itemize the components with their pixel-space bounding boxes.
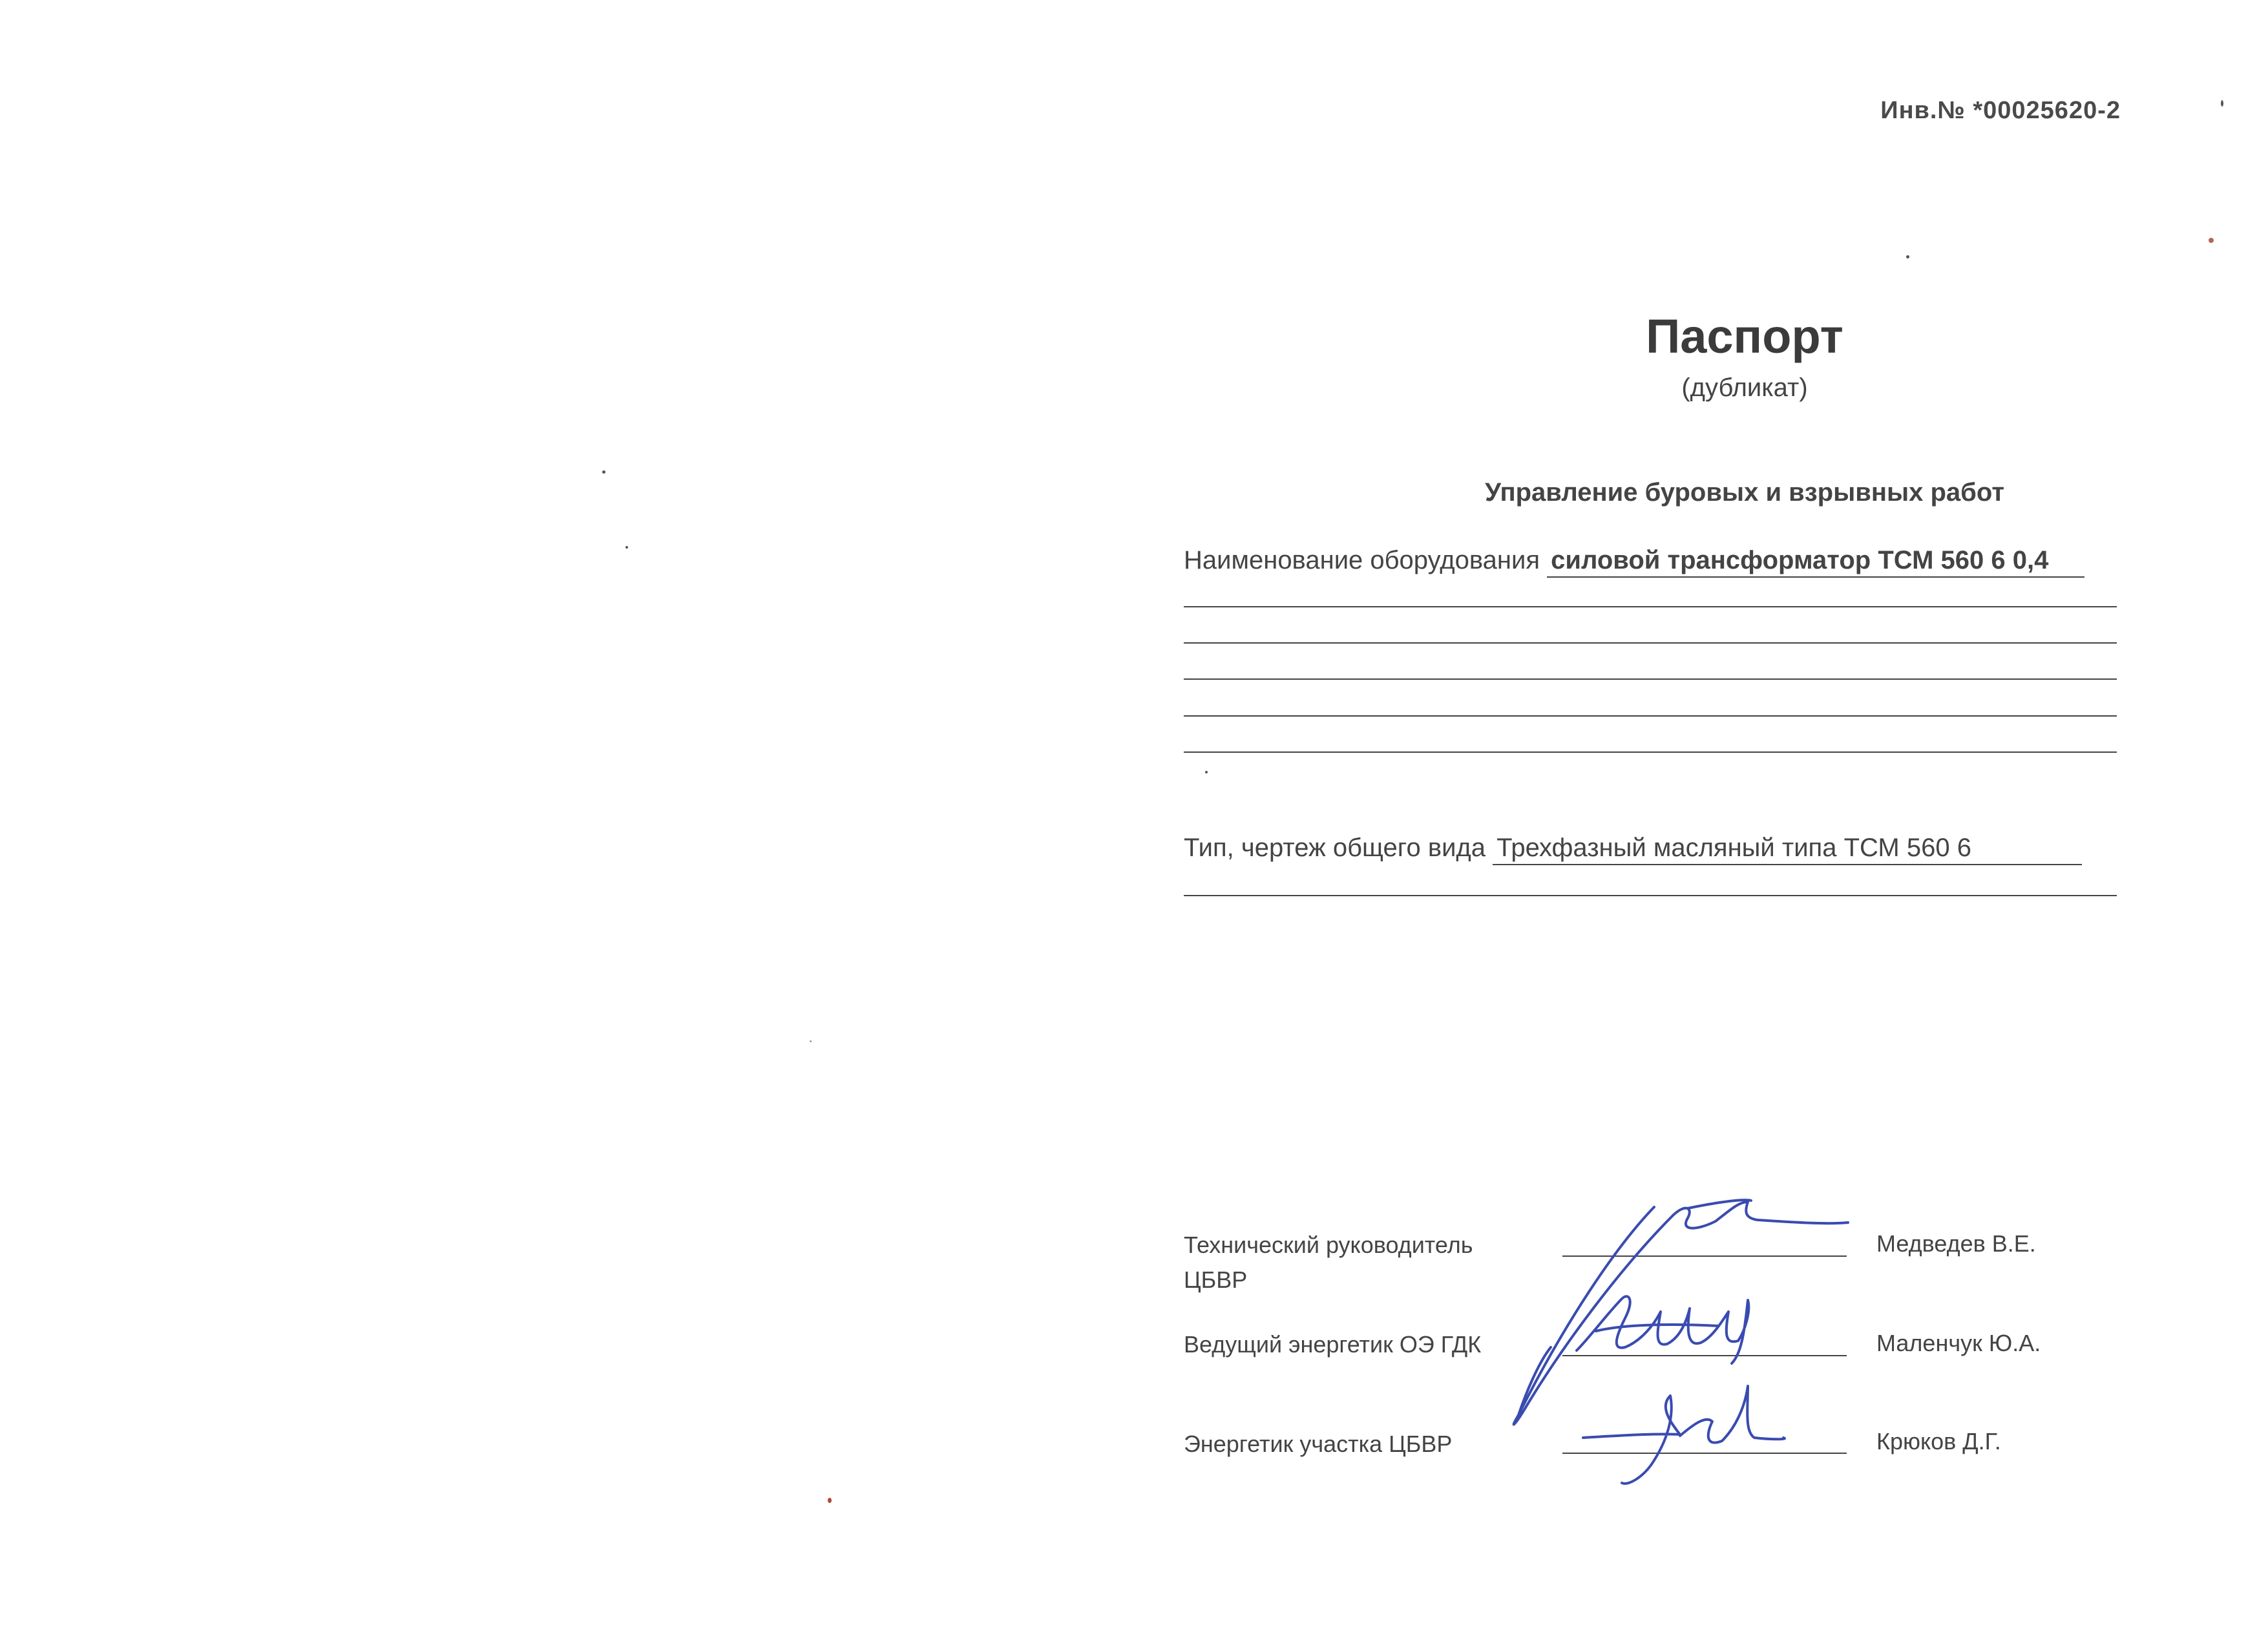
type-drawing-label: Тип, чертеж общего вида xyxy=(1184,834,1486,862)
signatory-position: Ведущий энергетик ОЭ ГДК xyxy=(1184,1331,1482,1358)
type-drawing-value: Трехфазный масляный типа ТСМ 560 6 xyxy=(1493,834,2082,865)
document-subtitle: (дубликат) xyxy=(1681,373,1808,402)
signatory-name: Медведев В.Е. xyxy=(1876,1230,2036,1257)
inventory-number: Инв.№ *00025620-2 xyxy=(1880,97,2121,124)
scan-speck xyxy=(2209,238,2214,243)
equipment-name-value: силовой трансформатор ТСМ 560 6 0,4 xyxy=(1547,546,2084,578)
signature-medvedev xyxy=(1514,1200,1848,1424)
equipment-name-label: Наименование оборудования xyxy=(1184,546,1540,574)
signatory-name: Крюков Д.Г. xyxy=(1876,1428,2001,1455)
signatory-name: Маленчук Ю.А. xyxy=(1876,1330,2041,1356)
scan-speck xyxy=(625,546,628,549)
signature-malenchuk xyxy=(1577,1296,1748,1363)
scan-speck xyxy=(828,1498,832,1503)
scan-speck xyxy=(602,470,605,474)
department-name: Управление буровых и взрывных работ xyxy=(1485,478,2004,507)
document-title: Паспорт xyxy=(1646,310,1843,363)
scan-speck xyxy=(1906,255,1909,258)
scan-speck xyxy=(2221,100,2223,107)
signatory-position: Технический руководитель ЦБВР xyxy=(1184,1232,1473,1293)
scan-speck xyxy=(1205,771,1208,773)
signature-kryukov xyxy=(1583,1386,1785,1484)
scan-speck xyxy=(810,1040,812,1042)
signatory-position: Энергетик участка ЦБВР xyxy=(1184,1431,1453,1457)
